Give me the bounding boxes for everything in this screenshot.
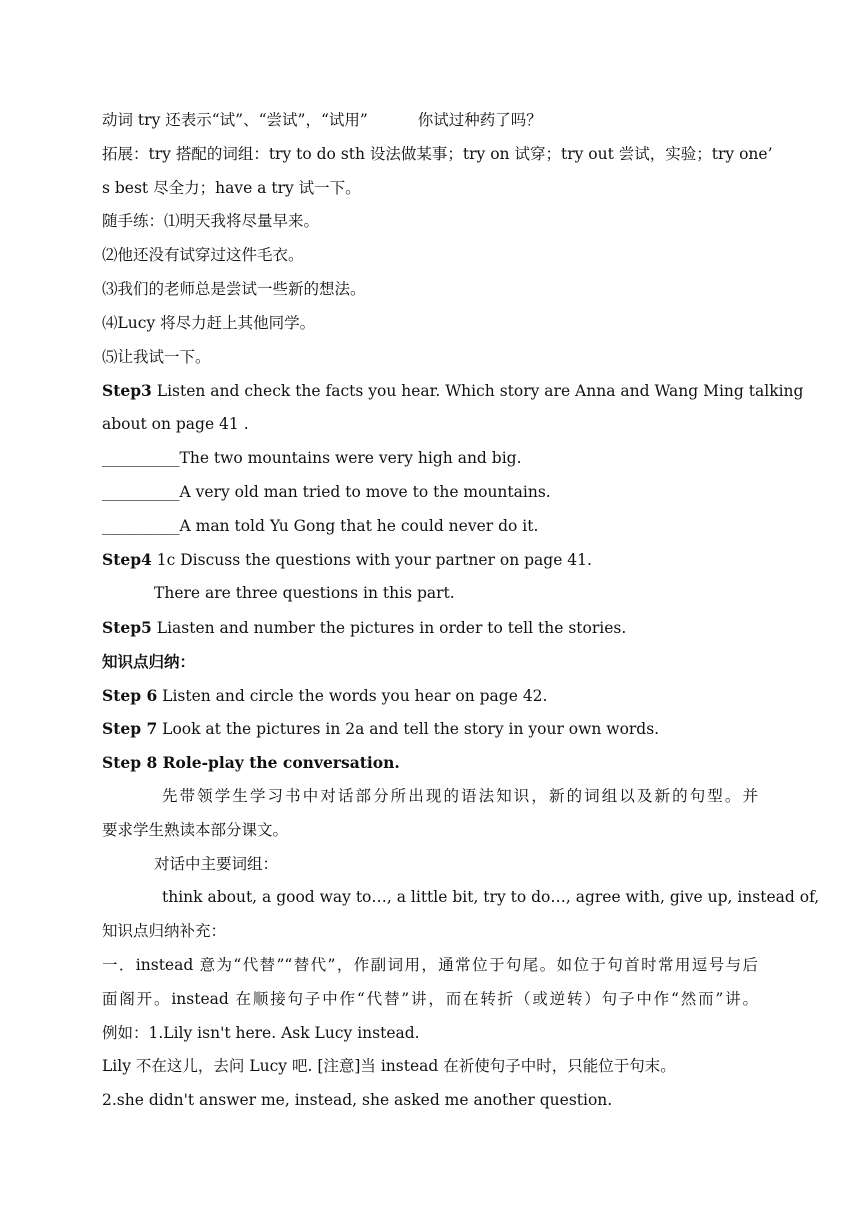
step-text: Liasten and number the pictures in order to tell the stories.	[151, 618, 627, 637]
phrase-list: think about, a good way to…, a little bit, try to do…, agree with, give up, instead of,	[162, 888, 820, 907]
step-label: Step 6	[102, 685, 158, 705]
text-line: 先带领学生学习书中对话部分所出现的语法知识，新的词组以及新的句型。并	[162, 786, 758, 805]
step-text: Listen and circle the words you hear on page 42.	[157, 686, 548, 705]
fact-item: __________A man told Yu Gong that he could never do it.	[102, 516, 539, 535]
text-segment: 动词 try 还表示“试”、“尝试”，“试用”	[102, 111, 368, 129]
step-label: Step3	[102, 381, 152, 401]
section-heading: 知识点归纳补充：	[102, 922, 227, 941]
step-6	[102, 679, 758, 713]
practice-item: ⑷Lucy 将尽力赶上其他同学。	[102, 313, 316, 332]
text-line: 对话中主要词组：	[154, 854, 279, 873]
text-line: s best 尽全力；have a try 试一下。	[102, 178, 361, 197]
step-4	[102, 543, 758, 577]
section-heading: 知识点归纳：	[102, 651, 196, 671]
text-segment: 你试过种药了吗？	[417, 111, 542, 129]
text-line: about on page 41 .	[102, 415, 249, 434]
text-line: 面阁开。instead 在顺接句子中作“代替”讲，而在转折（或逆转）句子中作“然而”讲。	[102, 989, 758, 1008]
example-line: 例如：1.Lily isn't here. Ask Lucy instead.	[102, 1023, 420, 1042]
text-line: 一．instead 意为“代替”“替代”，作副词用，通常位于句尾。如位于句首时常用逗号与后	[102, 955, 758, 974]
step-label: Step5	[102, 617, 152, 637]
step-label: Step 7	[102, 719, 158, 739]
step-label: Step4	[102, 550, 152, 570]
practice-item: ⑶我们的老师总是尝试一些新的想法。	[102, 279, 366, 298]
step-8: Step 8 Role-play the conversation.	[102, 753, 400, 773]
example-line: 2.she didn't answer me, instead, she asked me another question.	[102, 1091, 613, 1110]
step-7	[102, 712, 758, 746]
document-page	[102, 104, 820, 1118]
practice-item: ⑸让我试一下。	[102, 347, 211, 366]
step-text: Listen and check the facts you hear. Which story are Anna and Wang Ming talking	[151, 382, 804, 401]
text-line	[102, 104, 758, 138]
step-3	[102, 374, 804, 408]
text-line: 拓展：try 搭配的词组：try to do sth 设法做某事；try on 试穿；try out 尝试，实验；try one’	[102, 144, 773, 163]
step-text: Look at the pictures in 2a and tell the story in your own words.	[157, 720, 660, 739]
example-line: Lily 不在这儿，去问 Lucy 吧. [注意]当 instead 在祈使句子中时，只能位于句末。	[102, 1057, 676, 1076]
fact-item: __________The two mountains were very high and big.	[102, 448, 522, 467]
practice-heading: 随手练：⑴明天我将尽量早来。	[102, 212, 320, 231]
step-5	[102, 611, 758, 645]
text-line: 要求学生熟读本部分课文。	[102, 820, 289, 839]
fact-item: __________A very old man tried to move to the mountains.	[102, 482, 551, 501]
text-line: There are three questions in this part.	[154, 584, 455, 603]
step-text: 1c Discuss the questions with your partner on page 41.	[151, 551, 592, 570]
practice-item: ⑵他还没有试穿过这件毛衣。	[102, 246, 304, 265]
